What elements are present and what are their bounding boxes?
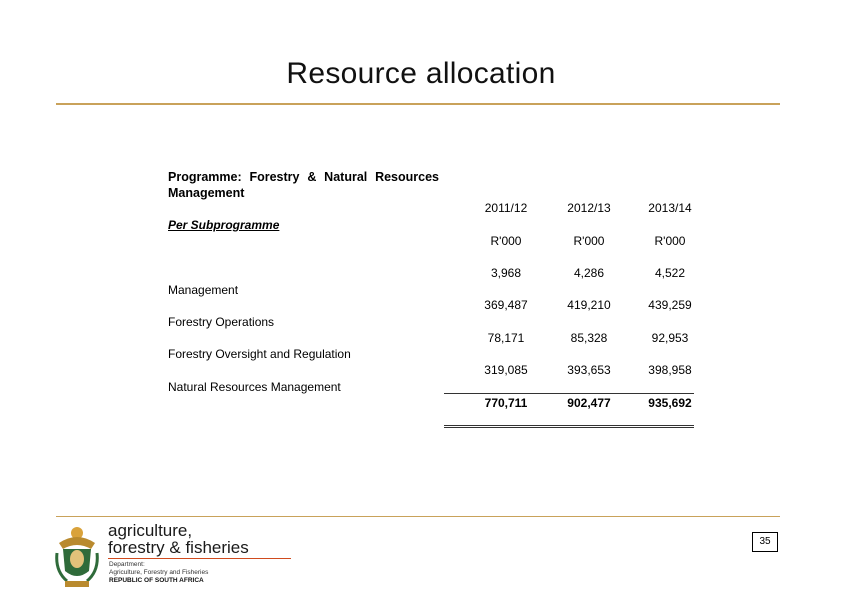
year-header: 2012/13: [567, 201, 611, 215]
unit-header: R'000: [490, 234, 522, 248]
title-divider: [56, 103, 780, 105]
page-number: 35: [752, 532, 778, 552]
year-header: 2011/12: [484, 201, 528, 215]
total-rule: [444, 393, 694, 394]
table-cell: 4,286: [573, 266, 605, 280]
total-cell: 770,711: [484, 396, 528, 410]
row-label: Management: [168, 283, 239, 297]
unit-header: R'000: [573, 234, 605, 248]
programme-heading: Programme: Forestry & Natural Resources Management: [168, 170, 439, 200]
table-cell: 393,653: [567, 363, 611, 377]
subprogramme-heading: Per Subprogramme: [168, 218, 280, 232]
brand-name: agriculture,: [108, 521, 193, 540]
double-rule: [444, 427, 694, 428]
total-cell: 935,692: [648, 396, 692, 410]
department-logo: [55, 521, 315, 591]
row-label: Natural Resources Management: [168, 380, 341, 394]
department-label: Department:: [109, 561, 145, 568]
slide-title: Resource allocation: [286, 57, 556, 90]
coat-of-arms-icon: [55, 523, 99, 589]
brand-divider: [108, 558, 291, 559]
table-cell: 85,328: [570, 331, 608, 345]
year-header: 2013/14: [648, 201, 692, 215]
table-cell: 369,487: [484, 298, 528, 312]
table-cell: 4,522: [654, 266, 686, 280]
total-cell: 902,477: [567, 396, 611, 410]
footer-divider: [56, 516, 780, 517]
table-cell: 419,210: [567, 298, 611, 312]
table-cell: 319,085: [484, 363, 528, 377]
row-label: Forestry Operations: [168, 315, 275, 329]
brand-name: forestry & fisheries: [108, 538, 249, 557]
table-cell: 78,171: [487, 331, 525, 345]
country-name: REPUBLIC OF SOUTH AFRICA: [109, 577, 204, 584]
table-cell: 92,953: [651, 331, 689, 345]
unit-header: R'000: [654, 234, 686, 248]
table-cell: 398,958: [648, 363, 692, 377]
department-name: Agriculture, Forestry and Fisheries: [109, 569, 209, 576]
double-rule: [444, 425, 694, 426]
table-cell: 439,259: [648, 298, 692, 312]
table-cell: 3,968: [490, 266, 522, 280]
row-label: Forestry Oversight and Regulation: [168, 347, 351, 361]
